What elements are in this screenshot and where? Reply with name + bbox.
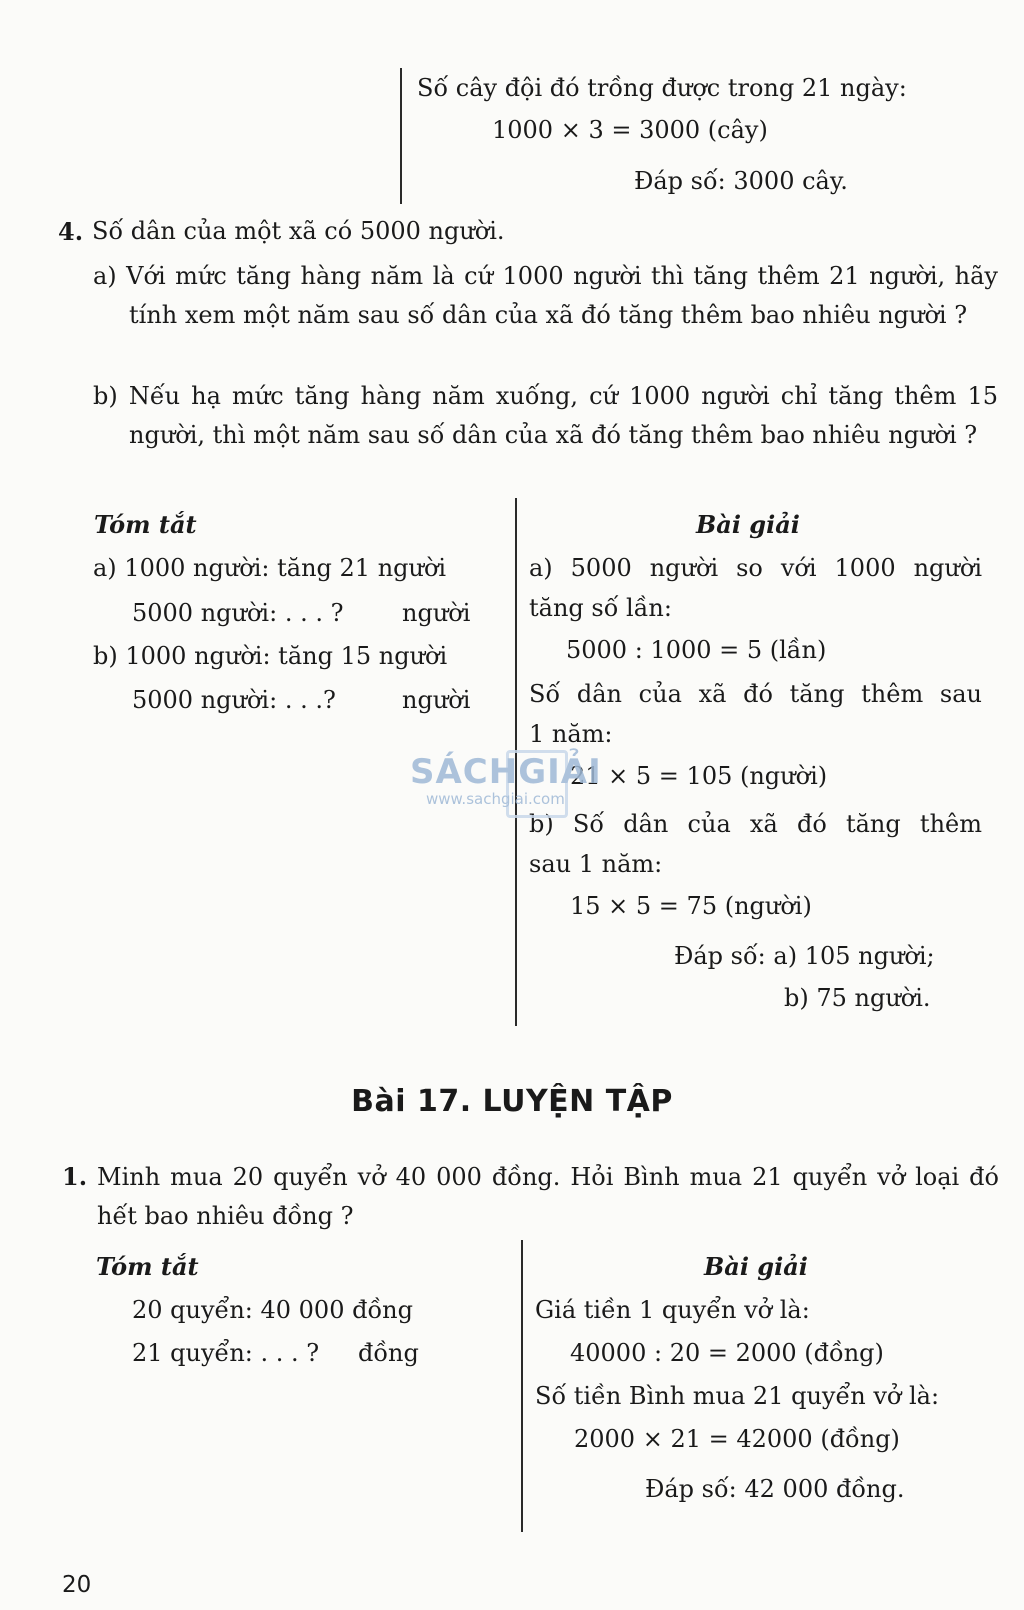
problem1-summary-title: Tóm tắt	[96, 1252, 199, 1281]
problem1-text: Minh mua 20 quyển vở 40 000 đồng. Hỏi Bình mua 21 quyển vở loại đó hết bao nhiêu đồng ?	[97, 1163, 999, 1230]
divider-top	[400, 68, 402, 204]
problem4-part-a: a) Với mức tăng hàng năm là cứ 1000 người thì tăng thêm 21 người, hãy tính xem một năm sau số dân của xã đó tăng thêm bao nhiêu người ?	[93, 262, 998, 329]
problem1-summary-l2-right: đồng	[358, 1339, 419, 1367]
problem4-number: 4.	[58, 217, 84, 246]
top-solution-answer: Đáp số: 3000 cây.	[634, 167, 848, 195]
problem4-answer-line1: Đáp số: a) 105 người;	[674, 942, 935, 970]
problem4-summary-a1: a) 1000 người: tăng 21 người	[93, 554, 447, 582]
problem1-solution-l3: Số tiền Bình mua 21 quyển vở là:	[535, 1382, 940, 1410]
problem4-summary-title: Tóm tắt	[94, 510, 197, 539]
problem1-number: 1.	[62, 1162, 88, 1191]
lesson-title: Bài 17. LUYỆN TẬP	[351, 1084, 673, 1119]
watermark	[410, 752, 602, 808]
problem1-summary-l1: 20 quyển: 40 000 đồng	[132, 1296, 413, 1324]
problem1-answer: Đáp số: 42 000 đồng.	[645, 1475, 905, 1503]
problem4-answer-line2: b) 75 người.	[784, 984, 931, 1012]
problem1-solution-l1: Giá tiền 1 quyển vở là:	[535, 1296, 810, 1324]
problem4-summary-a2-left: 5000 người: . . . ?	[132, 599, 344, 627]
problem4-solution-l3: 5000 : 1000 = 5 (lần)	[566, 636, 827, 664]
problem1-solution-l2: 40000 : 20 = 2000 (đồng)	[570, 1339, 884, 1367]
watermark-url: www.sachgiai.com	[426, 790, 565, 808]
top-solution-line2: 1000 × 3 = 3000 (cây)	[492, 116, 768, 144]
problem4-summary-a2-right: người	[402, 599, 471, 627]
page-number: 20	[62, 1572, 92, 1598]
problem4-solution-l8: sau 1 năm:	[529, 850, 663, 878]
problem4-solution-l1: a) 5000 người so với 1000 người	[529, 554, 982, 582]
problem4-solution-l9: 15 × 5 = 75 (người)	[570, 892, 812, 920]
problem1-solution-l4: 2000 × 21 = 42000 (đồng)	[574, 1425, 900, 1453]
top-solution-line1: Số cây đội đó trồng được trong 21 ngày:	[417, 74, 907, 102]
problem4-solution-l2: tăng số lần:	[529, 594, 672, 622]
problem4-solution-l5: 1 năm:	[529, 720, 613, 748]
problem4-summary-b2-right: người	[402, 686, 471, 714]
problem1-summary-l2-left: 21 quyển: . . . ?	[132, 1339, 320, 1367]
problem4-solution-l7: b) Số dân của xã đó tăng thêm	[529, 810, 982, 838]
problem4-solution-l4: Số dân của xã đó tăng thêm sau	[529, 680, 982, 708]
problem4-solution-title: Bài giải	[696, 510, 800, 539]
problem4-stem: Số dân của một xã có 5000 người.	[92, 217, 505, 245]
problem4-part-b: b) Nếu hạ mức tăng hàng năm xuống, cứ 1000 người chỉ tăng thêm 15 người, thì một năm sau số dân của xã đó tăng thêm bao nhiêu người ?	[93, 382, 998, 449]
problem4-solution-l6: 21 × 5 = 105 (người)	[570, 762, 828, 790]
watermark-brand: SÁCHGIẢI	[410, 752, 602, 792]
problem4-summary-b1: b) 1000 người: tăng 15 người	[93, 642, 448, 670]
problem4-summary-b2-left: 5000 người: . . .?	[132, 686, 336, 714]
problem1-solution-title: Bài giải	[704, 1252, 808, 1281]
divider-problem1	[521, 1240, 523, 1532]
